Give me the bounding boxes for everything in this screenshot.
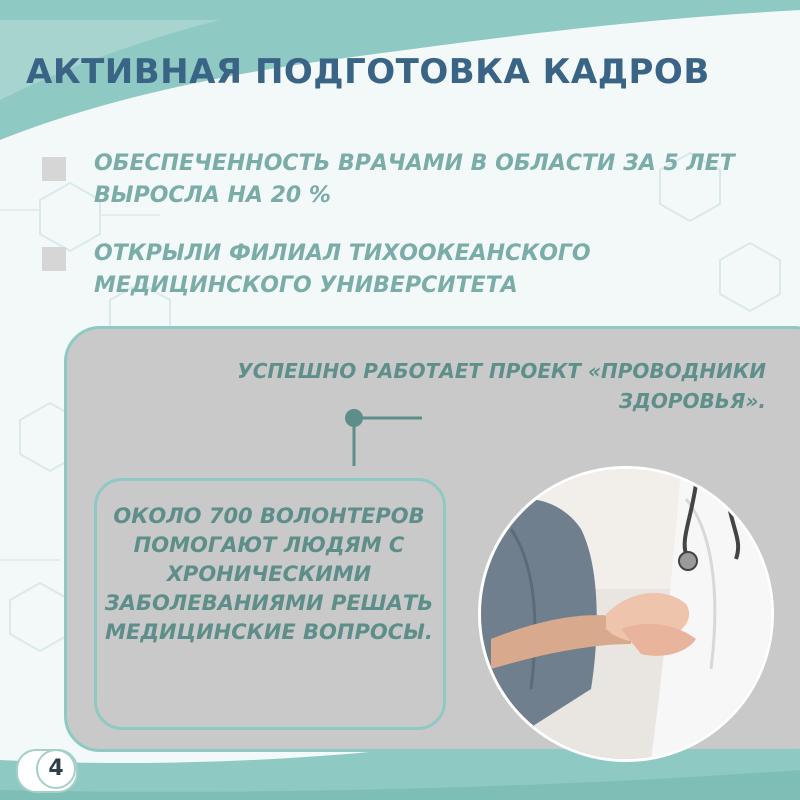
connector-icon xyxy=(336,402,426,468)
volunteers-text: ОКОЛО 700 ВОЛОНТЕРОВ ПОМОГАЮТ ЛЮДЯМ С ХРОНИЧЕСКИМИ ЗАБОЛЕВАНИЯМИ РЕШАТЬ МЕДИЦИНСКИЕ ВОПРОСЫ. xyxy=(104,504,434,644)
page-title: АКТИВНАЯ ПОДГОТОВКА КАДРОВ xyxy=(26,52,710,92)
bullet-square-icon xyxy=(42,247,66,271)
doctor-patient-photo xyxy=(478,466,774,762)
bullet-square-icon xyxy=(42,157,66,181)
page-number: 4 xyxy=(36,749,76,789)
bullet-text: ОБЕСПЕЧЕННОСТЬ ВРАЧАМИ В ОБЛАСТИ ЗА 5 ЛЕТ ВЫРОСЛА НА 20 % xyxy=(94,151,735,208)
project-text: УСПЕШНО РАБОТАЕТ ПРОЕКТ «ПРОВОДНИКИ ЗДОРОВЬЯ». xyxy=(237,359,766,413)
bullet-text: ОТКРЫЛИ ФИЛИАЛ ТИХООКЕАНСКОГО МЕДИЦИНСКОГО УНИВЕРСИТЕТА xyxy=(94,241,591,298)
